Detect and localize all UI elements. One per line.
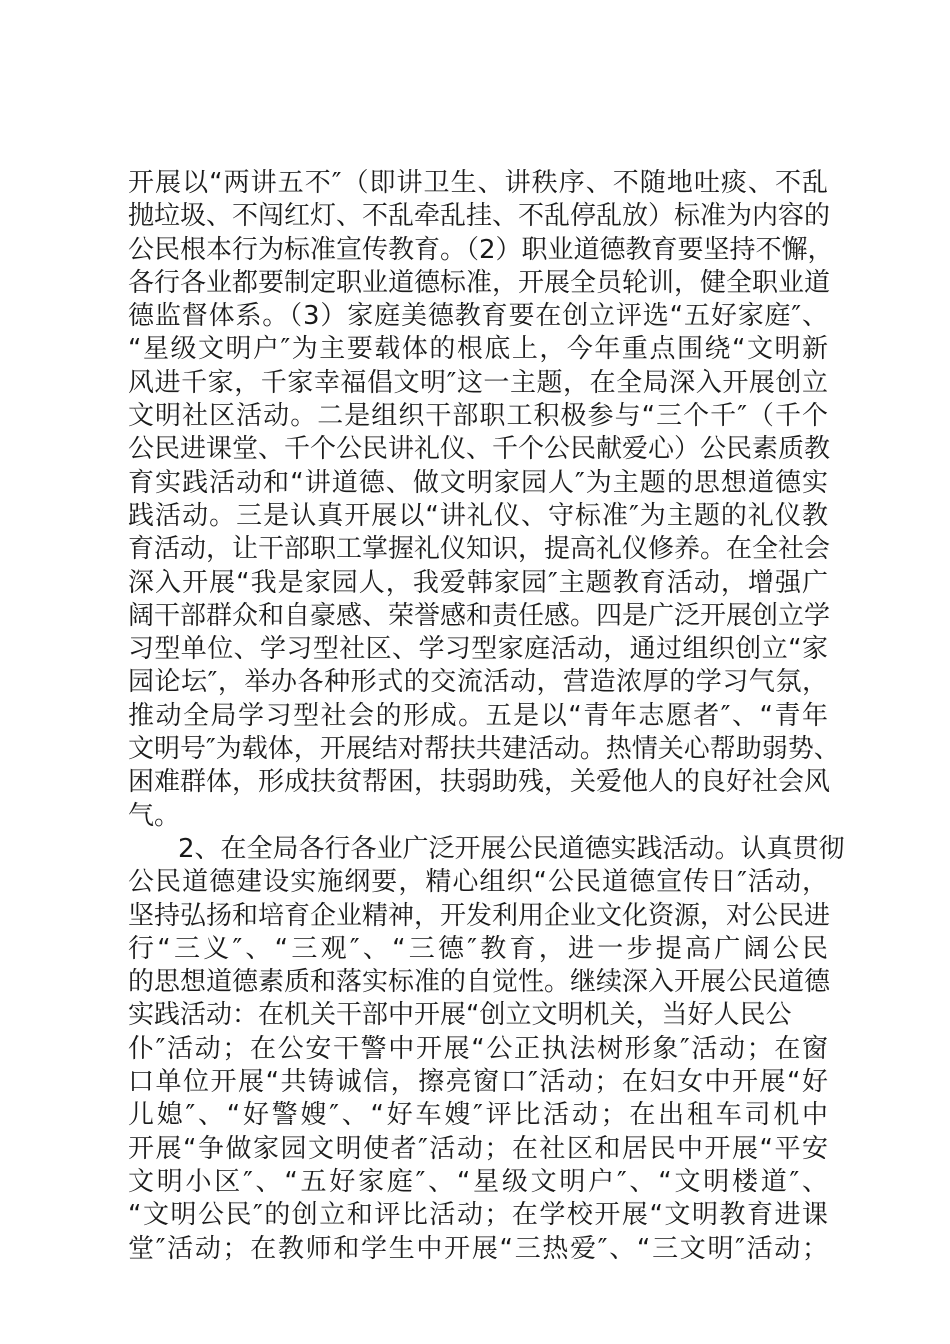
text-line: 儿媳″、“好警嫂″、“好车嫂″评比活动；在出租车司机中 — [128, 1100, 828, 1131]
text-line: 公民根本行为标准宣传教育。（2）职业道德教育要坚持不懈， — [128, 234, 834, 265]
text-line: 2、在全局各行各业广泛开展公民道德实践活动。认真贯彻 — [178, 833, 845, 864]
text-line: 园论坛″，举办各种形式的交流活动，营造浓厚的学习气氛， — [128, 667, 828, 698]
text-line: 育实践活动和“讲道德、做文明家园人″为主题的思想道德实 — [128, 467, 828, 498]
paragraph-2 — [128, 833, 845, 1266]
text-line: 仆″活动；在公安干警中开展“公正执法树形象″活动；在窗 — [128, 1033, 828, 1064]
text-line: 阔干部群众和自豪感、荣誉感和责任感。四是广泛开展创立学 — [128, 600, 831, 631]
text-line: 公民道德建设实施纲要，精心组织“公民道德宣传日″活动， — [128, 867, 828, 898]
text-line: 开展“争做家园文明使者″活动；在社区和居民中开展“平安 — [128, 1133, 828, 1164]
text-line: 深入开展“我是家园人，我爱韩家园″主题教育活动，增强广 — [128, 567, 828, 598]
text-line: 坚持弘扬和培育企业精神，开发利用企业文化资源，对公民进 — [128, 900, 831, 931]
paragraph-1 — [128, 167, 840, 833]
text-line: 文明号″为载体，开展结对帮扶共建活动。热情关心帮助弱势、 — [128, 734, 840, 765]
text-line: 推动全局学习型社会的形成。五是以“青年志愿者″、“青年 — [128, 700, 828, 731]
text-line: 气。 — [128, 800, 181, 831]
text-line: 公民进课堂、千个公民讲礼仪、千个公民献爱心）公民素质教 — [128, 434, 831, 465]
text-line: 开展以“两讲五不″（即讲卫生、讲秩序、不随地吐痰、不乱 — [128, 168, 828, 198]
document-body — [128, 167, 845, 1266]
text-line: “文明公民″的创立和评比活动；在学校开展“文明教育进课 — [128, 1200, 828, 1231]
text-line: 各行各业都要制定职业道德标准，开展全员轮训，健全职业道 — [128, 267, 831, 298]
text-line: 抛垃圾、不闯红灯、不乱牵乱挂、不乱停乱放）标准为内容的 — [128, 201, 831, 232]
text-line: 堂″活动；在教师和学生中开展“三热爱″、“三文明″活动； — [128, 1233, 828, 1264]
text-line: 文明社区活动。二是组织干部职工积极参与“三个千″（千个 — [128, 401, 828, 432]
text-line: 德监督体系。（3）家庭美德教育要在创立评选“五好家庭″、 — [128, 301, 828, 332]
text-line: 风进千家，千家幸福倡文明″这一主题，在全局深入开展创立 — [128, 367, 828, 398]
text-line: 育活动，让干部职工掌握礼仪知识，提高礼仪修养。在全社会 — [128, 534, 831, 565]
text-line: 文明小区″、“五好家庭″、“星级文明户″、“文明楼道″、 — [128, 1166, 828, 1197]
text-line: 践活动。三是认真开展以“讲礼仪、守标准″为主题的礼仪教 — [128, 500, 828, 531]
text-line: 实践活动：在机关干部中开展“创立文明机关，当好人民公 — [128, 1000, 792, 1031]
text-line: 的思想道德素质和落实标准的自觉性。继续深入开展公民道德 — [128, 967, 831, 998]
text-line: 习型单位、学习型社区、学习型家庭活动，通过组织创立“家 — [128, 634, 828, 665]
text-line: 困难群体，形成扶贫帮困，扶弱助残，关爱他人的良好社会风 — [128, 767, 831, 798]
text-line: 行“三义″、“三观″、“三德″教育，进一步提高广阔公民 — [128, 933, 828, 964]
text-line: 口单位开展“共铸诚信，擦亮窗口″活动；在妇女中开展“好 — [128, 1067, 828, 1098]
text-line: “星级文明户″为主要载体的根底上，今年重点围绕“文明新 — [128, 334, 828, 365]
